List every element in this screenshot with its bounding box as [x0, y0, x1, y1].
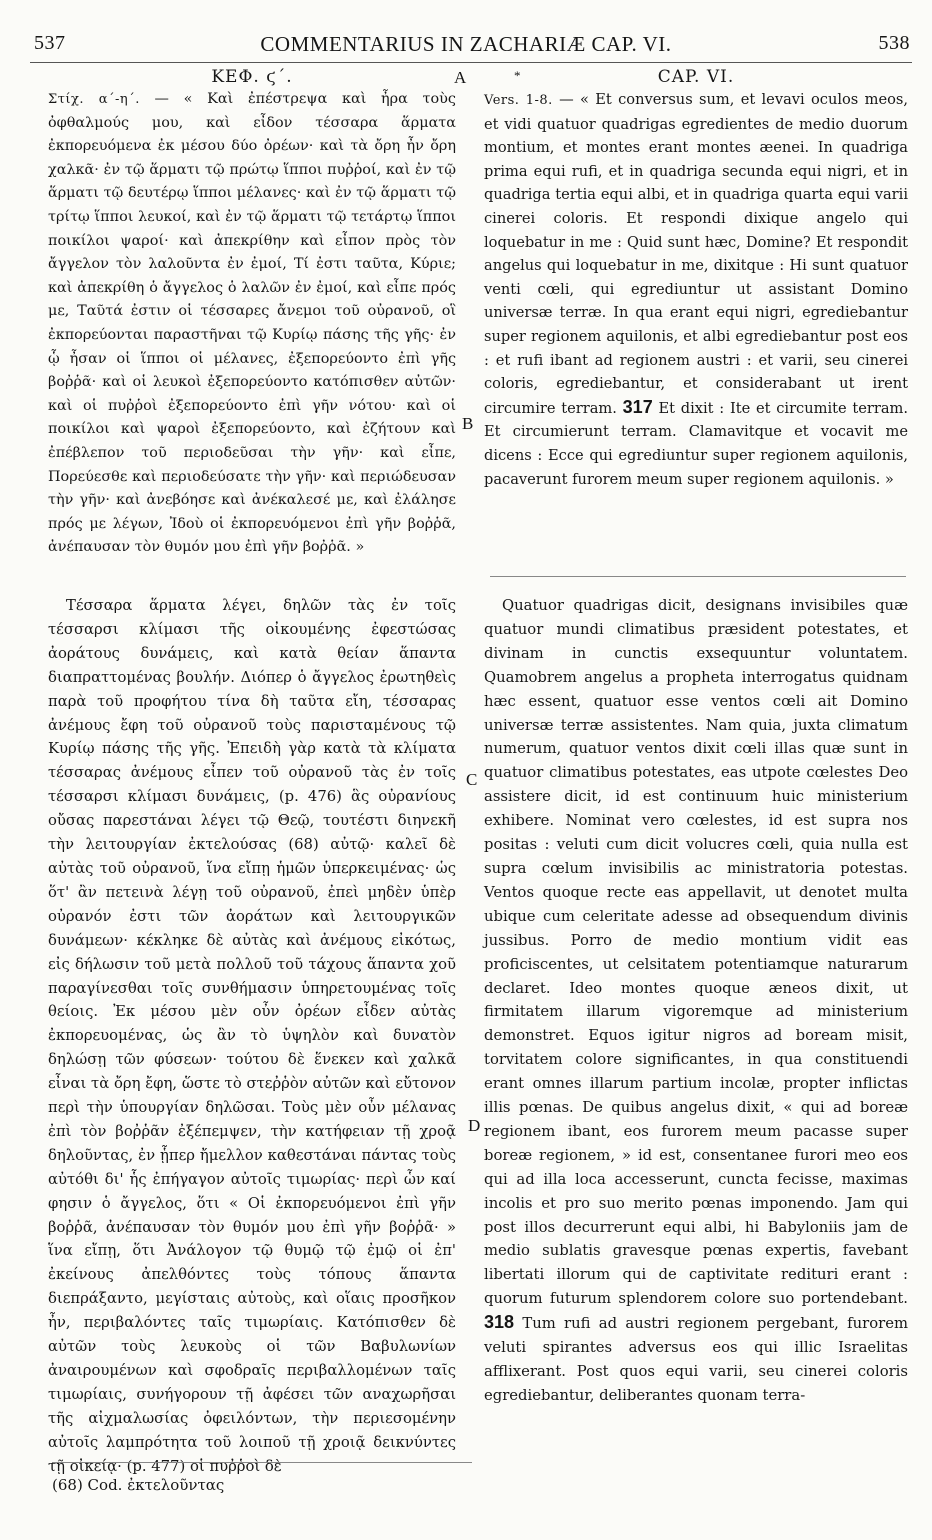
margin-star: * — [514, 68, 521, 83]
latin-verse-rule — [490, 576, 906, 577]
latin-commentary-column — [484, 594, 908, 1456]
latin-verse-body: — « Et conversus sum, et levavi oculos meos, et vidi quatuor quadrigas egredientes de medio duorum montium, et montes erant montes æenei. In quadriga prima equi rufi, et in quadriga secunda equi nigri, et in quadriga tertia equi albi, et in quadriga quarta equi varii cinerei coloris. Et respondi dixique angelo qui loquebatur in me : Quid sunt hæc, Domine? Et respondit angelus qui loquebatur in me, dixitque : Hi sunt quatuor venti cœli, qui egrediuntur ut assistant Domino universæ terræ. In qua erant equi nigri, egrediebantur super regionem aquilonis, et albi egrediebantur post eos : et rufi ibant ad regionem austri : et varii, seu cinerei coloris, egrediebantur, et considerabant ut irent circumire terram. — [484, 91, 909, 417]
latin-verse-text — [484, 88, 908, 491]
greek-verse-label: Στίχ. α΄-η΄. — [48, 92, 140, 107]
latin-commentary-text — [484, 594, 908, 1408]
greek-commentary-column — [48, 594, 456, 1475]
greek-verse-column — [48, 66, 456, 560]
greek-chapter-heading: ΚΕΦ. ϛ΄. — [211, 67, 293, 87]
column-number-318: 318 — [484, 1312, 515, 1333]
header-rule — [30, 62, 912, 63]
margin-letter-a: A — [454, 68, 467, 87]
page-number-left: 537 — [34, 32, 66, 54]
latin-verse-body-cont: Et dixit : Ite et circumite terram. Et circumierunt terram. Clamavitque et vocavit me dicens : Ecce qui egrediuntur super regionem aquilonis, pacaverunt furorem meum super regionem aquilonis. » — [484, 399, 909, 488]
column-number-317: 317 — [622, 396, 653, 417]
margin-letter-c: C — [466, 770, 478, 789]
running-head — [0, 32, 932, 62]
footnote: (68) Cod. ἐκτελοῦντας — [52, 1476, 225, 1494]
margin-letter-d: D — [468, 1116, 481, 1135]
latin-verse-column — [484, 66, 908, 491]
latin-commentary-body-cont: Tum rufi ad austri regionem pergebant, furorem veluti spirantes adversus eos qui illic Israelitas afflixerant. Post quos equi varii, seu cinerei coloris egrediebantur, deliberantes quonam terra- — [484, 1315, 908, 1404]
margin-letter-b: B — [462, 414, 474, 433]
running-title: COMMENTARIUS IN ZACHARIÆ CAP. VI. — [260, 32, 672, 56]
greek-commentary-text: Τέσσαρα ἅρματα λέγει, δηλῶν τὰς ἐν τοῖς τέσσαρσι κλίμασι τῆς οἰκουμένης ἐφεστώσας ἀοράτους δυνάμεις, καὶ κατὰ θείαν ἅπαντα διαπραττομένας βουλήν. Διόπερ ὁ ἄγγελος ἐρωτηθεὶς παρὰ τοῦ προφήτου τίνα δὴ ταῦτα εἴη, τέσσαρας ἀνέμους ἔφη τοῦ οὐρανοῦ τοὺς παρισταμένους τῷ Κυρίῳ πάσης τῆς γῆς. Ἐπειδὴ γὰρ κατὰ τὰ κλίματα τέσσαρας ἀνέμους εἶπεν τοῦ οὐρανοῦ τὰς ἐν τοῖς τέσσαρσι κλίμασι δυνάμεις, (p. 476) ἃς οὐρανίους οὔσας παρεστάναι λέγει τῷ Θεῷ, τουτέστι διηνεκῆ τὴν λειτουργίαν ἐκτελούσας (68) αὐτῷ· καλεῖ δὲ αὐτὰς τοῦ οὐρανοῦ, ἵνα εἴπῃ ἡμῶν ὑπερκειμένας· ὡς ὅτ' ἂν πετεινὰ λέγῃ τοῦ οὐρανοῦ, ἐπεὶ μηδὲν ὑπὲρ οὐρανόν ἐστι τῶν ἀοράτων καὶ λειτουργικῶν δυνάμεων· κέκληκε δὲ αὐτὰς καὶ ἀνέμους εἰκότως, εἰς δήλωσιν τοῦ μετὰ πολλοῦ τοῦ τάχους ἅπαντα χοῦ παραγίνεσθαι τοῖς συνθήμασιν ὑπηρετουμένας τοῖς θείοις. Ἐκ μέσου μὲν οὖν ὀρέων εἶδεν αὐτὰς ἐκπορευομένας, ὡς ἂν τὸ ὑψηλὸν καὶ δυνατὸν δηλώσῃ τῶν φύσεων· τούτου δὲ ἕνεκεν καὶ χαλκᾶ εἶναι τὰ ὄρη ἔφη, ὥστε τὸ στεῤῥὸν αὐτῶν καὶ εὔτονον περὶ τὴν ὑπουργίαν δηλῶσαι. Τοὺς μὲν οὖν μέλανας ἐπὶ τὸν βοῤῥᾶν ἐξέπεμψεν, τὴν κατήφειαν τῇ χροᾷ δηλοῦντας, ἐν ᾗπερ ἤμελλον καθεστάναι πάντας τοὺς αὐτόθι δι' ἧς ἐπήγαγον αὐτοῖς τιμωρίας· περὶ ὧν καί φησιν ὁ ἄγγελος, ὅτι « Οἱ ἐκπορευόμενοι ἐπὶ γῆν βοῤῥᾶ, ἀνέπαυσαν τὸν θυμόν μου ἐπὶ γῆν βοῤῥᾶ· » ἵνα εἴπῃ, ὅτι Ἀνάλογον τῷ θυμῷ τῷ ἐμῷ οἱ ἐπ' ἐκείνους ἀπελθόντες τοὺς τόπους ἅπαντα διεπράξαντο, μεγίσταις αὐτοὺς, καὶ οἵαις προσῆκον ἦν, περιβαλόντες ταῖς τιμωρίαις. Κατόπισθεν δὲ αὐτῶν τοὺς λευκοὺς οἱ τῶν Βαβυλωνίων ἀναιρουμένων καὶ σφοδραῖς περιβαλλομένων ταῖς τιμωρίαις, συνήγορουν τῇ ἀφέσει τῶν αναχωρῆσαι τῆς αἰχμαλωσίας ὀφειλόντων, τὴν περιεσομένην αὐτοῖς λαμπρότητα τοῦ λοιποῦ τῇ χροιᾷ δεικνύντες τῇ οἰκείᾳ· (p. 477) οἱ πυῤῥοὶ δὲ — [48, 597, 456, 1475]
greek-verse-text — [48, 88, 456, 560]
footnote-rule — [52, 1462, 472, 1463]
greek-verse-body: — « Καὶ ἐπέστρεψα καὶ ἦρα τοὺς ὀφθαλμούς μου, καὶ εἶδον τέσσαρα ἅρματα ἐκπορευόμενα ἐκ μέσου δύο ὀρέων· καὶ τὰ ὄρη ἦν ὄρη χαλκᾶ· ἐν τῷ ἅρματι τῷ πρώτῳ ἵπποι πυῤῥοί, καὶ ἐν τῷ ἅρματι τῷ δευτέρῳ ἵπποι μέλανες· καὶ ἐν τῷ ἅρματι τῷ τρίτῳ ἵπποι λευκοί, καὶ ἐν τῷ ἅρματι τῷ τετάρτῳ ἵπποι ποικίλοι ψαροί· καὶ ἀπεκρίθην καὶ εἶπον πρὸς τὸν ἄγγελον τὸν λαλοῦντα ἐν ἐμοί, Τί ἐστι ταῦτα, Κύριε; καὶ ἀπεκρίθη ὁ ἄγγελος ὁ λαλῶν ἐν ἐμοί, καὶ εἶπε πρός με, Ταῦτά ἐστιν οἱ τέσσαρες ἄνεμοι τοῦ οὐρανοῦ, οἳ ἐκπορεύονται παραστῆναι τῷ Κυρίῳ πάσης τῆς γῆς· ἐν ᾧ ἦσαν οἱ ἵπποι οἱ μέλανες, ἐξεπορεύοντο ἐπὶ γῆς βοῤῥᾶ· καὶ οἱ λευκοὶ ἐξεπορεύοντο κατόπισθεν αὐτῶν· καὶ οἱ πυῤῥοὶ ἐξεπορεύοντο ἐπὶ γῆν νότου· καὶ οἱ ποικίλοι καὶ ψαροὶ ἐξεπορεύοντο, καὶ ἐζήτουν καὶ ἐπέβλεπον τοῦ περιοδεῦσαι τὴν γῆν· καὶ εἶπε, Πορεύεσθε καὶ περιοδεύσατε τὴν γῆν· καὶ περιώδευσαν τὴν γῆν· καὶ ἀνεβόησε καὶ ἀνέκαλεσέ με, καὶ ἐλάλησε πρός με λέγων, Ἰδοὺ οἱ ἐκπορευόμενοι ἐπὶ γῆν βοῤῥᾶ, ἀνέπαυσαν τὸν θυμόν μου ἐπὶ γῆν βοῤῥᾶ. » — [48, 91, 456, 556]
latin-chapter-heading: CAP. VI. — [657, 67, 735, 87]
latin-verse-label: Vers. 1-8. — [484, 93, 553, 108]
page-number-right: 538 — [878, 32, 910, 54]
latin-commentary-body: Quatuor quadrigas dicit, designans invisibiles quæ quatuor mundi climatibus præsident potestates, et divinam in cunctis exsequuntur voluntatem. Quamobrem angelus a propheta interrogatus quidnam hæc essent, quatuor esse ventos cœli ait Domino universæ terræ assistentes. Nam quia, juxta climatum numerum, quatuor ventos dixit cœli illas quæ sunt in quatuor climatibus potestates, eas utpote cœlestes Deo assistere dicit, id est continuum huic ministerium exhibere. Nominat vero cœlestes, id est supra nos positas : veluti cum dicit volucres cœli, quia nulla est supra cœlum invisibilis ac ministratoria potestas. Ventos quoque recte eas appellavit, ut denotet multa ubique cum celeritate adesse ad obsequendum divinis jussibus. Porro de medio montium vidit eas proficiscentes, ut celsitatem potentiamque naturarum declaret. Ideo montes quoque æneos dixit, ut firmitatem illarum vigoremque ad ministerium demonstret. Equos igitur nigros ad boream misit, torvitatem colore significantes, in qua constituendi erant omnes illarum partium incolæ, propter inflictas illis pœnas. De quibus angelus dixit, « qui ad boreæ regionem ibant, eos furorem meum pacasse super boreæ regionem, » id est, consentanee furori meo eos qui ad illa loca accesserunt, cuncta fecisse, maximas incolis et pro suo merito pœnas imponendo. Jam qui post illos decurrerunt equi albi, hi Babyloniis jam de medio sublatis gravesque pœnas expertis, favebant libertati illorum qui de captivitate redituri erant : quorum futurum splendorem colore suo portendebant. — [484, 597, 908, 1308]
